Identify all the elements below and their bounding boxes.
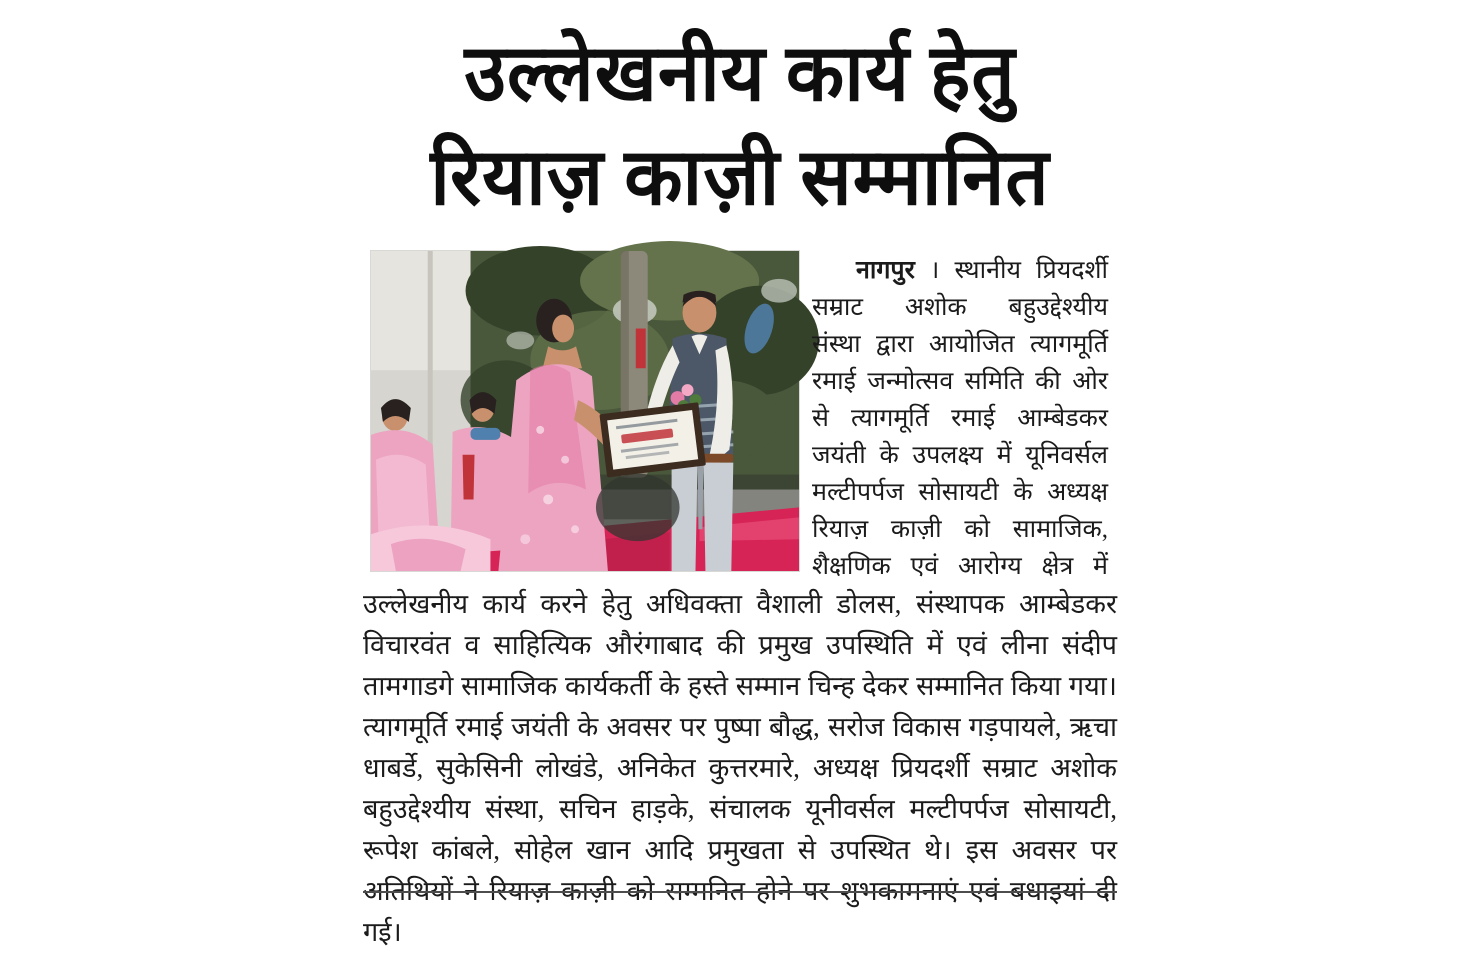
- body-line: शैक्षणिक एवं आरोग्य क्षेत्र में: [812, 553, 1108, 580]
- right-text-column: [812, 252, 1108, 585]
- headline-line-1: उल्लेखनीय कार्य हेतु: [464, 30, 1016, 118]
- body-line: बहुउद्देश्यीय संस्था, सचिन हाड़के, संचालक यूनीवर्सल मल्टीपर्पज सोसायटी,: [363, 794, 1117, 824]
- body-line: त्यागमूर्ति रमाई जयंती के अवसर पर पुष्पा बौद्ध, सरोज विकास गड़पायले, ऋचा: [363, 712, 1117, 742]
- body-line-text: । स्थानीय प्रियदर्शी: [914, 257, 1108, 284]
- award-ceremony-illustration: [371, 251, 799, 571]
- body-line: धाबर्डे, सुकेसिनी लोखंडे, अनिकेत कुत्तरमारे, अध्यक्ष प्रियदर्शी सम्राट अशोक: [363, 753, 1117, 783]
- article-headline: [340, 22, 1140, 230]
- article-photo: [370, 250, 800, 572]
- dateline: नागपुर: [856, 257, 915, 284]
- body-line: जयंती के उपलक्ष्य में यूनिवर्सल: [812, 442, 1108, 469]
- photo-shadow: [596, 474, 680, 542]
- headline-line-2: रियाज़ काज़ी सम्मानित: [430, 134, 1050, 222]
- body-line: अतिथियों ने रियाज़ काज़ी को सम्मनित होने पर शुभकामनाएं एवं बधाइयां दी गई।: [363, 876, 1117, 947]
- body-line: विचारवंत व साहित्यिक औरंगाबाद की प्रमुख उपस्थिति में एवं लीना संदीप: [363, 630, 1117, 660]
- photo-red-purse: [463, 455, 475, 500]
- body-line: रमाई जन्मोत्सव समिति की ओर: [812, 368, 1108, 395]
- body-line: संस्था द्वारा आयोजित त्यागमूर्ति: [812, 331, 1108, 358]
- body-line: रूपेश कांबले, सोहेल खान आदि प्रमुखता से उपस्थित थे। इस अवसर पर: [363, 835, 1117, 865]
- body-line: उल्लेखनीय कार्य करने हेतु अधिवक्ता वैशाली डोलस, संस्थापक आम्बेडकर: [363, 589, 1117, 619]
- photo-red-flag: [636, 329, 646, 369]
- body-line: सम्राट अशोक बहुउद्देश्यीय: [812, 294, 1108, 321]
- body-line: रियाज़ काज़ी को सामाजिक,: [812, 516, 1108, 543]
- body-line: [812, 252, 1108, 289]
- bottom-divider-rule: [363, 891, 1117, 893]
- body-line: तामगाडगे सामाजिक कार्यकर्ती के हस्ते सम्मान चिन्ह देकर सम्मानित किया गया।: [363, 671, 1117, 701]
- body-line: मल्टीपर्पज सोसायटी के अध्यक्ष: [812, 479, 1108, 506]
- bottom-text-block: [363, 584, 1117, 953]
- body-line: से त्यागमूर्ति रमाई आम्बेडकर: [812, 405, 1108, 432]
- photo-citation-frame: [599, 402, 706, 477]
